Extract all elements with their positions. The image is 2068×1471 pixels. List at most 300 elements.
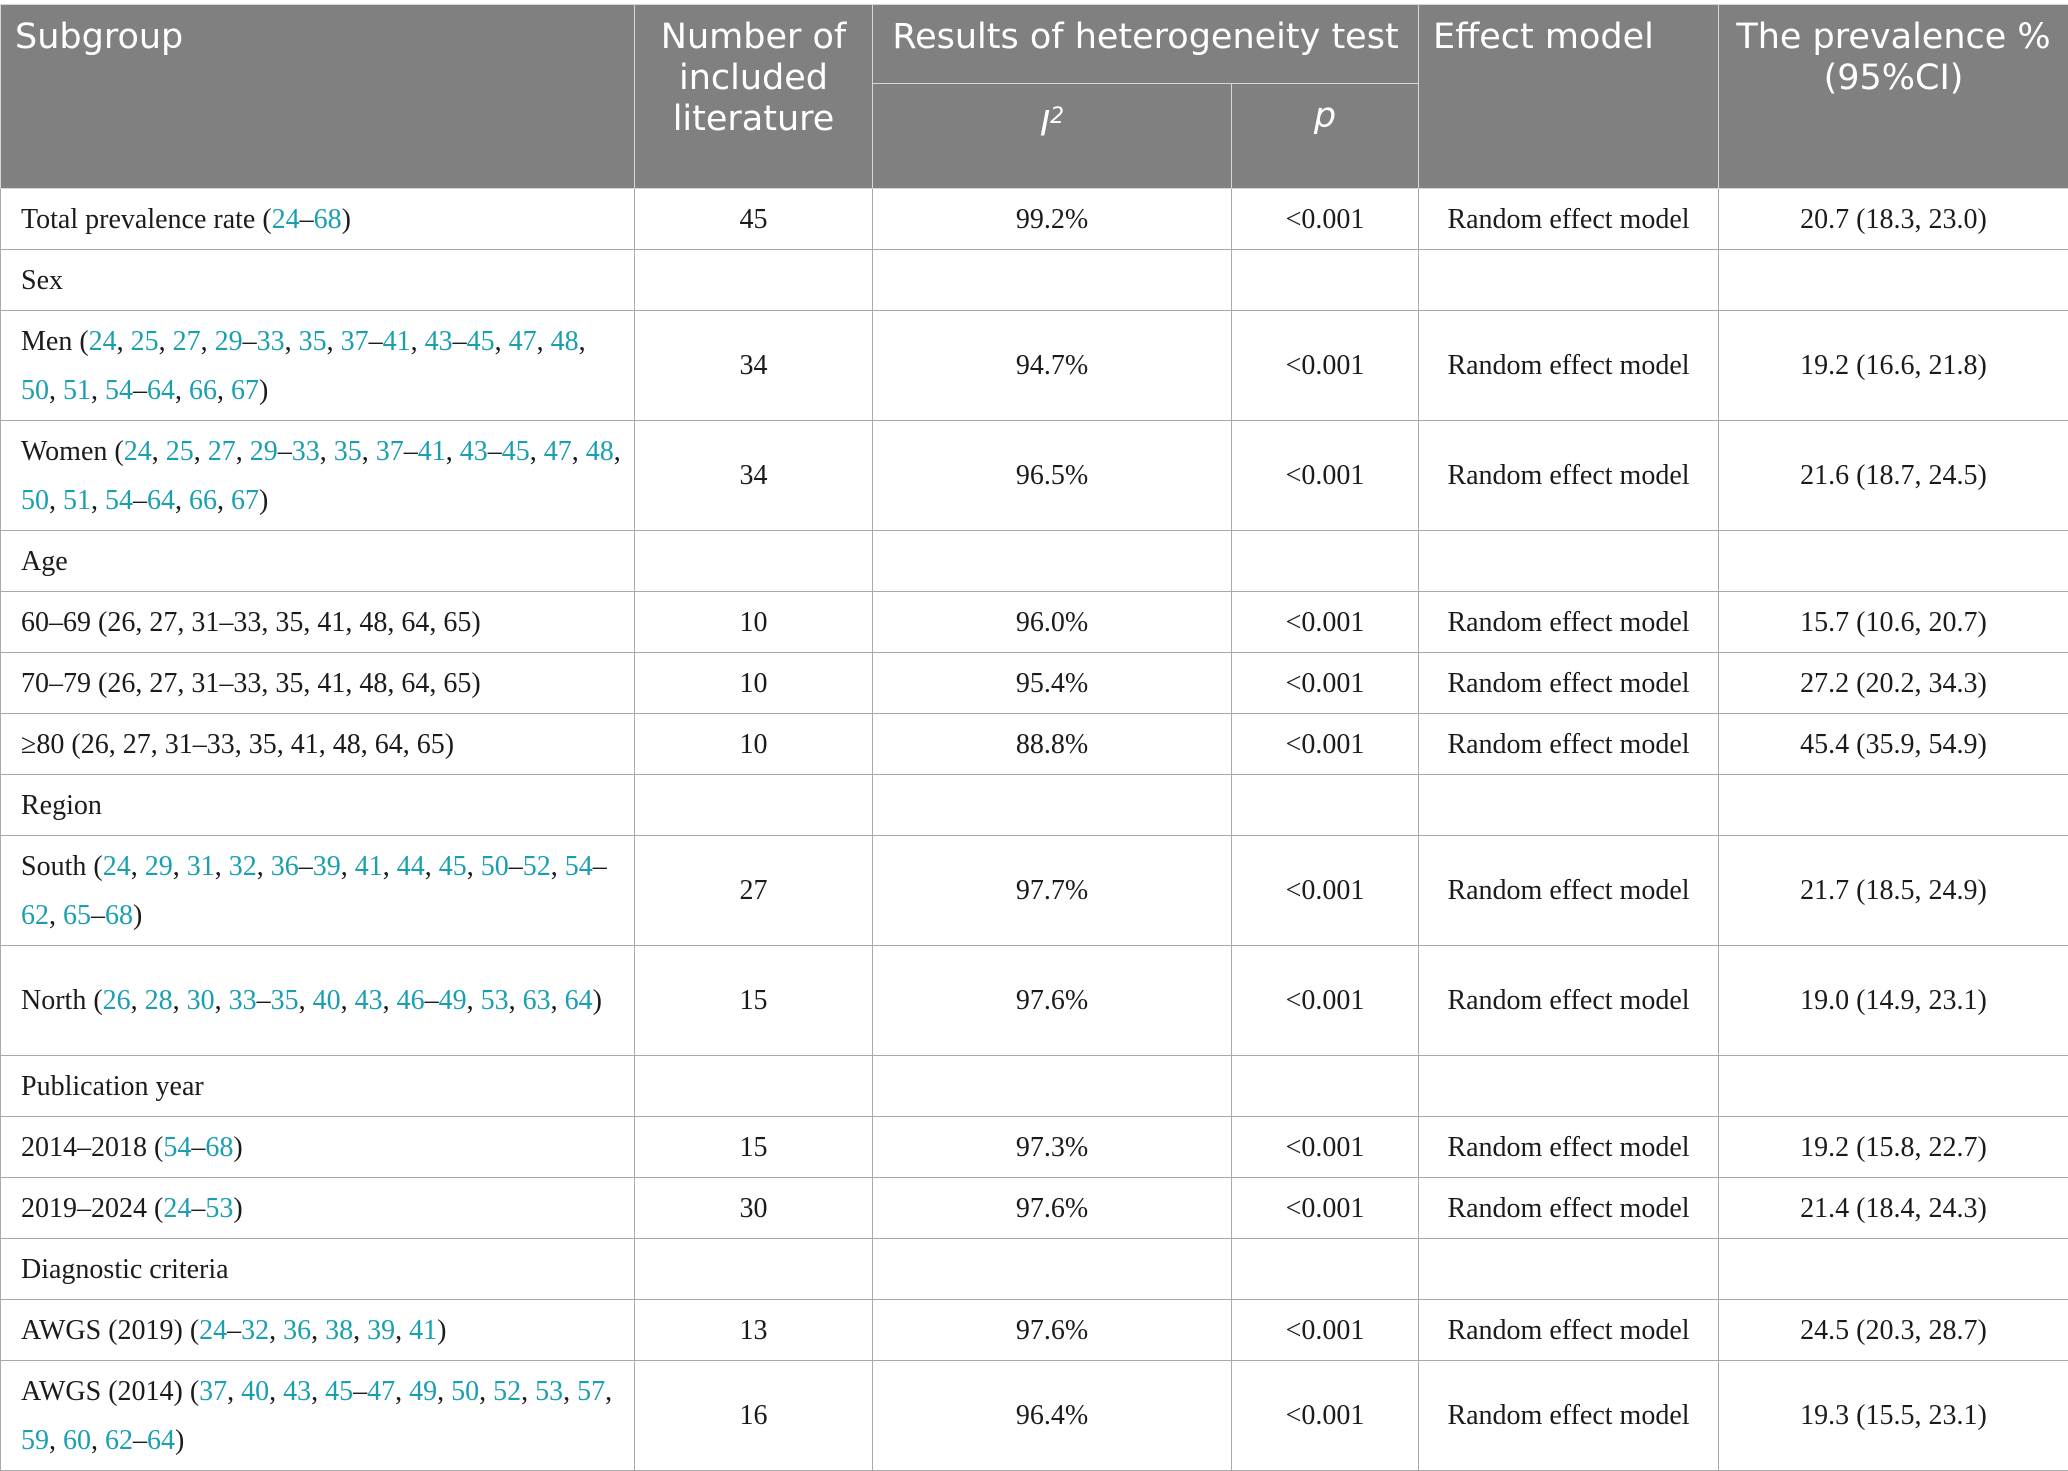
subgroup-cell [1,653,635,714]
reference-link[interactable]: 36 [283,1315,311,1346]
subgroup-cell [1,1178,635,1239]
p-cell [1232,1056,1419,1117]
reference-separator: , [383,851,397,882]
reference-link[interactable]: 33 [229,985,257,1016]
count-cell: 16 [635,1361,873,1471]
reference-separator: – [191,1193,205,1224]
reference-link[interactable]: 35 [299,326,327,357]
subgroup-label: North ( [21,985,103,1016]
reference-link[interactable]: 33 [292,436,320,467]
reference-link[interactable]: 46 [397,985,425,1016]
reference-link[interactable]: 31 [187,851,215,882]
reference-link[interactable]: 29 [215,326,243,357]
reference-link[interactable]: 49 [409,1376,437,1407]
reference-link[interactable]: 43 [460,436,488,467]
model-cell: Random effect model [1419,1178,1719,1239]
prevalence-cell [1719,250,2068,311]
p-cell: <0.001 [1232,1117,1419,1178]
header-p: p [1232,84,1419,189]
table-body [1,189,2068,1471]
reference-link[interactable]: 24 [272,204,300,235]
reference-separator: , [537,326,551,357]
table-row [1,1178,2068,1239]
table-row [1,311,2068,421]
reference-separator: , [395,1376,409,1407]
reference-separator: , [131,985,145,1016]
reference-separator: , [131,851,145,882]
reference-link[interactable]: 35 [271,985,299,1016]
i2-cell: 97.6% [873,946,1232,1056]
p-cell: <0.001 [1232,311,1419,421]
subgroup-label: Total prevalence rate ( [21,204,272,235]
subgroup-cell [1,836,635,946]
reference-separator: , [425,851,439,882]
prevalence-cell: 21.6 (18.7, 24.5) [1719,421,2068,531]
i2-cell: 97.3% [873,1117,1232,1178]
reference-link[interactable]: 50 [481,851,509,882]
reference-link[interactable]: 24 [163,1193,191,1224]
subgroup-label: Sex [21,265,63,296]
reference-link[interactable]: 65 [63,900,91,931]
i2-cell: 88.8% [873,714,1232,775]
header-heterogeneity: Results of heterogeneity test [873,5,1419,84]
reference-separator: – [453,326,467,357]
reference-separator: , [467,985,481,1016]
reference-separator: , [479,1376,493,1407]
count-cell [635,250,873,311]
i2-cell: 94.7% [873,311,1232,421]
reference-separator: , [269,1376,283,1407]
reference-separator: , [311,1315,325,1346]
reference-link[interactable]: 64 [147,1425,175,1456]
reference-link[interactable]: 45 [439,851,467,882]
reference-separator: – [488,436,502,467]
reference-separator: , [217,485,231,516]
reference-link[interactable]: 68 [105,900,133,931]
reference-separator: , [49,1425,63,1456]
i2-cell: 97.6% [873,1300,1232,1361]
count-cell [635,775,873,836]
reference-separator: , [362,436,376,467]
reference-link[interactable]: 25 [131,326,159,357]
reference-link[interactable]: 50 [21,375,49,406]
count-cell: 10 [635,653,873,714]
prevalence-cell: 20.7 (18.3, 23.0) [1719,189,2068,250]
reference-separator: , [521,1376,535,1407]
reference-separator: , [159,326,173,357]
subgroup-cell [1,531,635,592]
subgroup-cell [1,946,635,1056]
reference-link[interactable]: 66 [189,375,217,406]
subgroup-label: AWGS (2019) ( [21,1315,199,1346]
reference-separator: , [201,326,215,357]
model-cell: Random effect model [1419,1117,1719,1178]
subgroup-label: Women ( [21,436,124,467]
header-prevalence: The prevalence % (95%CI) [1719,5,2068,189]
model-cell: Random effect model [1419,836,1719,946]
reference-link[interactable]: 67 [231,485,259,516]
subgroup-tail: ) [133,900,142,931]
reference-link[interactable]: 54 [105,485,133,516]
reference-link[interactable]: 53 [205,1193,233,1224]
reference-separator: – [243,326,257,357]
reference-separator: , [437,1376,451,1407]
table-row [1,1056,2068,1117]
reference-separator: , [495,326,509,357]
reference-separator: – [227,1315,241,1346]
subgroup-cell [1,311,635,421]
reference-link[interactable]: 24 [124,436,152,467]
subgroup-label: Publication year [21,1071,204,1102]
model-cell: Random effect model [1419,946,1719,1056]
header-i2 [873,84,1232,189]
model-cell: Random effect model [1419,1300,1719,1361]
reference-link[interactable]: 54 [565,851,593,882]
prevalence-cell: 27.2 (20.2, 34.3) [1719,653,2068,714]
reference-link[interactable]: 48 [551,326,579,357]
i2-cell [873,531,1232,592]
model-cell: Random effect model [1419,189,1719,250]
reference-separator: , [285,326,299,357]
subgroup-label: AWGS (2014) ( [21,1376,199,1407]
reference-link[interactable]: 68 [314,204,342,235]
table-row [1,714,2068,775]
reference-separator: , [467,851,481,882]
reference-link[interactable]: 32 [229,851,257,882]
prevalence-cell: 21.4 (18.4, 24.3) [1719,1178,2068,1239]
reference-link[interactable]: 53 [481,985,509,1016]
prevalence-cell: 24.5 (20.3, 28.7) [1719,1300,2068,1361]
reference-link[interactable]: 45 [325,1376,353,1407]
reference-separator: , [327,326,341,357]
reference-link[interactable]: 51 [63,375,91,406]
table-row [1,836,2068,946]
reference-separator: , [236,436,250,467]
prevalence-cell: 21.7 (18.5, 24.9) [1719,836,2068,946]
reference-link[interactable]: 44 [397,851,425,882]
subgroup-cell [1,1361,635,1471]
i2-cell: 99.2% [873,189,1232,250]
model-cell [1419,250,1719,311]
i2-cell: 97.7% [873,836,1232,946]
prevalence-cell [1719,531,2068,592]
subgroup-label: Men ( [21,326,89,357]
reference-link[interactable]: 50 [451,1376,479,1407]
reference-separator: – [353,1376,367,1407]
reference-separator: , [551,985,565,1016]
reference-separator: – [593,851,607,882]
count-cell: 13 [635,1300,873,1361]
reference-separator: , [320,436,334,467]
reference-link[interactable]: 24 [199,1315,227,1346]
reference-link[interactable]: 64 [565,985,593,1016]
count-cell: 30 [635,1178,873,1239]
reference-separator: , [563,1376,577,1407]
reference-separator: , [91,375,105,406]
reference-separator: , [311,1376,325,1407]
reference-link[interactable]: 25 [166,436,194,467]
reference-separator: , [299,985,313,1016]
count-cell [635,531,873,592]
table-row [1,1361,2068,1471]
subgroup-label: 2014–2018 ( [21,1132,163,1163]
reference-link[interactable]: 63 [523,985,551,1016]
reference-link[interactable]: 66 [189,485,217,516]
model-cell: Random effect model [1419,592,1719,653]
reference-link[interactable]: 62 [21,900,49,931]
count-cell [635,1239,873,1300]
reference-separator: – [404,436,418,467]
reference-link[interactable]: 40 [313,985,341,1016]
reference-link[interactable]: 43 [283,1376,311,1407]
subgroup-cell [1,189,635,250]
table-row [1,531,2068,592]
reference-separator: , [341,851,355,882]
i2-cell [873,775,1232,836]
p-cell: <0.001 [1232,421,1419,531]
reference-link[interactable]: 39 [313,851,341,882]
reference-link[interactable]: 26 [103,985,131,1016]
reference-link[interactable]: 45 [502,436,530,467]
p-cell [1232,1239,1419,1300]
reference-separator: , [175,375,189,406]
p-cell [1232,250,1419,311]
count-cell: 27 [635,836,873,946]
reference-separator: , [227,1376,241,1407]
reference-link[interactable]: 28 [145,985,173,1016]
reference-separator: – [278,436,292,467]
reference-separator: – [299,851,313,882]
reference-separator: , [194,436,208,467]
reference-separator: , [91,1425,105,1456]
subgroup-label: Region [21,790,102,821]
subgroup-cell [1,1300,635,1361]
prevalence-cell: 15.7 (10.6, 20.7) [1719,592,2068,653]
reference-link[interactable]: 29 [145,851,173,882]
reference-link[interactable]: 35 [334,436,362,467]
count-cell: 15 [635,946,873,1056]
reference-separator: , [395,1315,409,1346]
reference-link[interactable]: 40 [241,1376,269,1407]
prevalence-cell: 19.2 (16.6, 21.8) [1719,311,2068,421]
reference-separator: , [175,485,189,516]
reference-separator: , [217,375,231,406]
subgroup-tail: ) [437,1315,446,1346]
subgroup-tail: ) [259,485,268,516]
reference-link[interactable]: 50 [21,485,49,516]
reference-separator: , [117,326,131,357]
subgroup-tail: ) [233,1193,242,1224]
model-cell: Random effect model [1419,421,1719,531]
p-cell: <0.001 [1232,1178,1419,1239]
count-cell: 45 [635,189,873,250]
reference-separator: , [509,985,523,1016]
reference-link[interactable]: 64 [147,375,175,406]
count-cell: 10 [635,592,873,653]
subgroup-cell [1,421,635,531]
p-cell: <0.001 [1232,714,1419,775]
subgroup-label: 2019–2024 ( [21,1193,163,1224]
reference-separator: , [49,375,63,406]
reference-link[interactable]: 37 [199,1376,227,1407]
reference-link[interactable]: 49 [439,985,467,1016]
i2-cell: 95.4% [873,653,1232,714]
p-cell: <0.001 [1232,1361,1419,1471]
i2-cell: 96.0% [873,592,1232,653]
subgroup-tail: ) [593,985,602,1016]
p-cell: <0.001 [1232,592,1419,653]
subgroup-label: 60–69 (26, 27, 31–33, 35, 41, 48, 64, 65) [21,607,481,638]
reference-link[interactable]: 62 [105,1425,133,1456]
reference-link[interactable]: 64 [147,485,175,516]
reference-link[interactable]: 36 [271,851,299,882]
reference-separator: , [341,985,355,1016]
subgroup-tail: ) [233,1132,242,1163]
reference-link[interactable]: 33 [257,326,285,357]
count-cell: 34 [635,311,873,421]
reference-separator: , [257,851,271,882]
reference-separator: – [425,985,439,1016]
i2-cell: 97.6% [873,1178,1232,1239]
reference-separator: – [191,1132,205,1163]
reference-link[interactable]: 27 [208,436,236,467]
subgroup-label: 70–79 (26, 27, 31–33, 35, 41, 48, 64, 65) [21,668,481,699]
model-cell: Random effect model [1419,311,1719,421]
reference-separator: , [579,326,586,357]
reference-link[interactable]: 54 [163,1132,191,1163]
reference-separator: – [133,1425,147,1456]
reference-link[interactable]: 41 [409,1315,437,1346]
p-cell [1232,531,1419,592]
prevalence-cell: 19.2 (15.8, 22.7) [1719,1117,2068,1178]
reference-link[interactable]: 47 [509,326,537,357]
reference-separator: , [215,851,229,882]
subgroup-label: ≥80 (26, 27, 31–33, 35, 41, 48, 64, 65) [21,729,454,760]
reference-link[interactable]: 30 [187,985,215,1016]
header-effect-model: Effect model [1419,5,1719,189]
reference-link[interactable]: 29 [250,436,278,467]
i2-cell [873,1239,1232,1300]
prevalence-cell: 45.4 (35.9, 54.9) [1719,714,2068,775]
p-cell: <0.001 [1232,653,1419,714]
header-number: Number of included literature [635,5,873,189]
reference-link[interactable]: 45 [467,326,495,357]
model-cell: Random effect model [1419,653,1719,714]
reference-link[interactable]: 39 [367,1315,395,1346]
reference-link[interactable]: 41 [355,851,383,882]
table-row [1,946,2068,1056]
prevalence-cell [1719,775,2068,836]
reference-separator: , [572,436,586,467]
reference-link[interactable]: 60 [63,1425,91,1456]
reference-link[interactable]: 57 [577,1376,605,1407]
i2-cell [873,250,1232,311]
count-cell: 34 [635,421,873,531]
model-cell: Random effect model [1419,1361,1719,1471]
reference-separator: , [551,851,565,882]
reference-separator: – [91,900,105,931]
reference-separator: , [173,985,187,1016]
reference-separator: , [152,436,166,467]
subgroup-cell [1,1117,635,1178]
table-row [1,775,2068,836]
reference-link[interactable]: 52 [523,851,551,882]
reference-link[interactable]: 51 [63,485,91,516]
table-row [1,421,2068,531]
reference-link[interactable]: 37 [376,436,404,467]
header-i2-base: I [1040,105,1050,145]
reference-separator: – [509,851,523,882]
subgroup-tail: ) [259,375,268,406]
table-row [1,250,2068,311]
p-cell: <0.001 [1232,946,1419,1056]
subgroup-cell [1,1239,635,1300]
subgroup-label: Age [21,546,68,577]
subgroup-cell [1,775,635,836]
reference-separator: , [383,985,397,1016]
reference-link[interactable]: 41 [418,436,446,467]
model-cell [1419,1239,1719,1300]
subgroup-tail: ) [175,1425,184,1456]
count-cell: 15 [635,1117,873,1178]
reference-link[interactable]: 47 [544,436,572,467]
reference-separator: , [605,1376,612,1407]
header-subgroup: Subgroup [1,5,635,189]
model-cell [1419,531,1719,592]
reference-link[interactable]: 47 [367,1376,395,1407]
subgroup-cell [1,714,635,775]
reference-link[interactable]: 38 [325,1315,353,1346]
reference-link[interactable]: 32 [241,1315,269,1346]
p-cell: <0.001 [1232,1300,1419,1361]
reference-link[interactable]: 37 [341,326,369,357]
model-cell: Random effect model [1419,714,1719,775]
table-row [1,1239,2068,1300]
reference-link[interactable]: 54 [105,375,133,406]
reference-link[interactable]: 53 [535,1376,563,1407]
header-i2-sup: 2 [1050,104,1064,129]
reference-separator: , [215,985,229,1016]
reference-separator: , [530,436,544,467]
count-cell [635,1056,873,1117]
subgroup-label: Diagnostic criteria [21,1254,229,1285]
reference-link[interactable]: 67 [231,375,259,406]
reference-link[interactable]: 68 [205,1132,233,1163]
reference-link[interactable]: 59 [21,1425,49,1456]
prevalence-table [0,4,2068,1471]
reference-link[interactable]: 41 [383,326,411,357]
i2-cell [873,1056,1232,1117]
prevalence-cell: 19.0 (14.9, 23.1) [1719,946,2068,1056]
reference-link[interactable]: 24 [103,851,131,882]
reference-link[interactable]: 52 [493,1376,521,1407]
reference-separator: – [133,375,147,406]
reference-separator: , [49,485,63,516]
reference-link[interactable]: 43 [355,985,383,1016]
reference-separator: , [49,900,63,931]
model-cell [1419,1056,1719,1117]
reference-separator: , [411,326,425,357]
reference-separator: – [369,326,383,357]
subgroup-cell [1,592,635,653]
reference-link[interactable]: 43 [425,326,453,357]
prevalence-cell [1719,1056,2068,1117]
reference-link[interactable]: 27 [173,326,201,357]
subgroup-label: South ( [21,851,103,882]
reference-link[interactable]: 24 [89,326,117,357]
reference-link[interactable]: 48 [586,436,614,467]
reference-separator: , [173,851,187,882]
